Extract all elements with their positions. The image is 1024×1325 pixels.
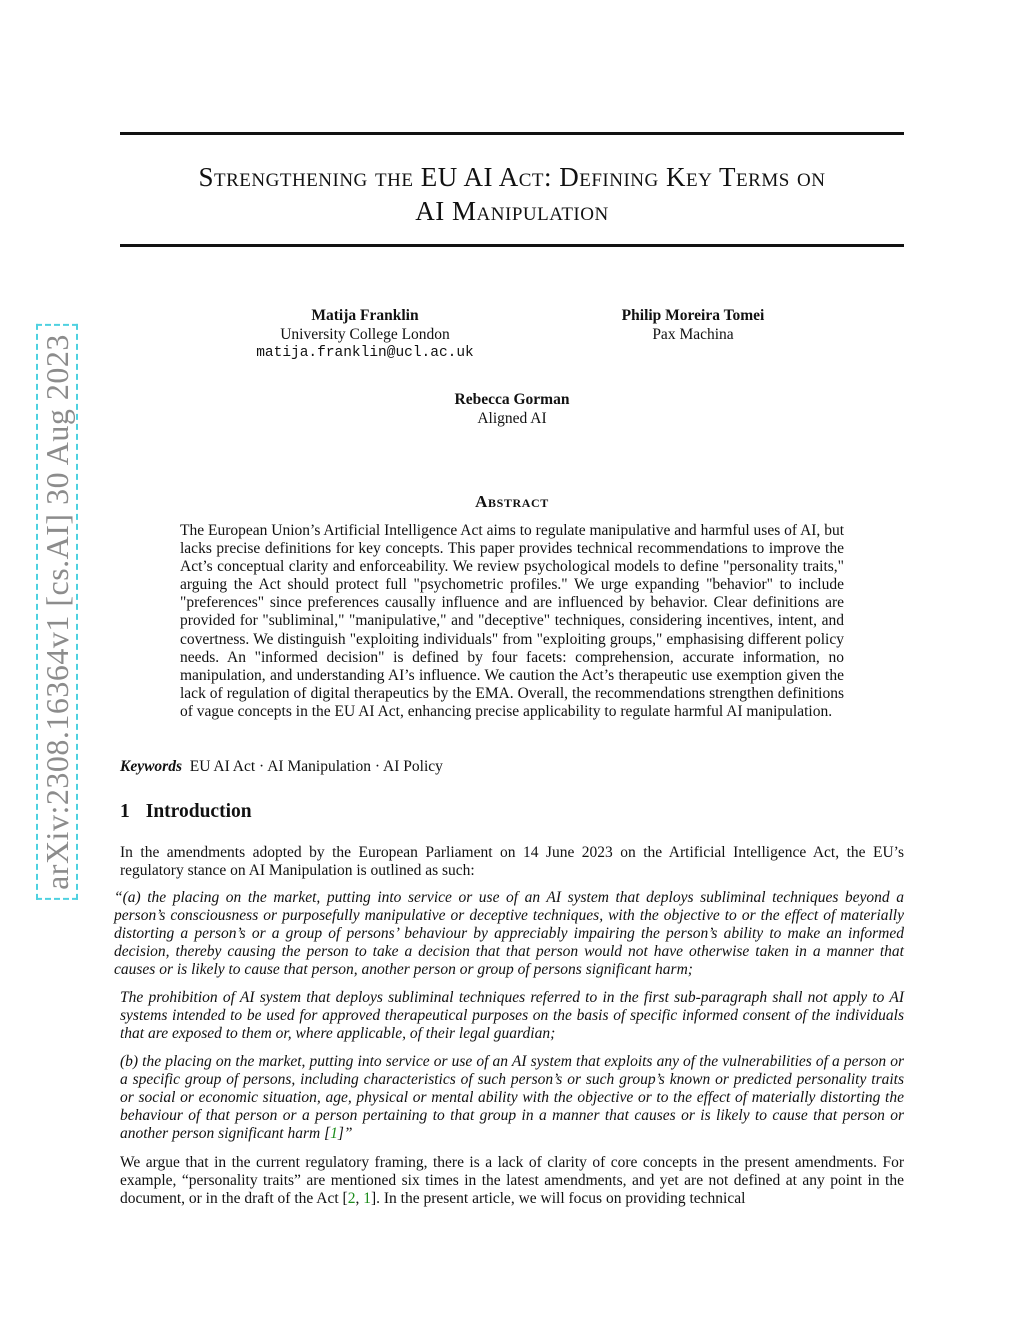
author-name: Matija Franklin	[311, 307, 419, 324]
body-paragraph	[120, 1154, 904, 1208]
arxiv-stamp: arXiv:2308.16364v1 [cs.AI] 30 Aug 2023	[36, 324, 78, 900]
section-title: Introduction	[145, 801, 252, 822]
paper-title	[120, 160, 904, 228]
bottom-rule	[120, 244, 904, 247]
author-affiliation: Aligned AI	[477, 410, 547, 427]
title-line-2: AI Manipulation	[415, 196, 609, 226]
top-rule	[120, 132, 904, 135]
author-affiliation: University College London	[280, 326, 450, 343]
citation-separator: ,	[355, 1190, 364, 1208]
keywords-label: Keywords	[120, 758, 182, 775]
citation-link[interactable]: 1	[330, 1125, 338, 1143]
citation-link[interactable]: 1	[363, 1190, 371, 1208]
keywords-text: EU AI Act · AI Manipulation · AI Policy	[189, 758, 443, 775]
section-heading	[120, 801, 252, 823]
quote-b-text: (b) the placing on the market, putting into service or use of an AI system that exploits any of the vulnerabilities of a person or a specific group of persons, including characteristics of such person’s or such group’s known or predicted personality traits or social or economic situation, age, physical or mental ability with the objective or to the effect of materially distorting the behaviour of that person or a person pertaining to that group in a manner that causes or is likely to cause that person or another person significant harm [	[120, 1053, 904, 1143]
author-email[interactable]: matija.franklin@ucl.ac.uk	[256, 345, 474, 361]
body-text-b: ]. In the present article, we will focus on providing technical	[370, 1190, 746, 1208]
author-block-1	[215, 306, 515, 363]
author-affiliation: Pax Machina	[652, 326, 734, 343]
author-name: Philip Moreira Tomei	[621, 307, 765, 324]
author-block-3	[362, 390, 662, 428]
abstract-text: The European Union’s Artificial Intelligence Act aims to regulate manipulative and harmful uses of AI, but lacks precise definitions for key concepts. This paper provides technical recommendations to improve the Act’s conceptual clarity and enforceability. We review psychological models to define "personality traits," arguing the Act should protect full "psychometric profiles." We urge expanding "behavior" to include "preferences" since preferences causally influence and are influenced by behavior. Clear definitions are provided for "subliminal," "manipulative," and "deceptive" techniques, considering incentives, intent, and covertness. We distinguish "exploiting individuals" from "exploiting groups," emphasising different policy needs. An "informed decision" is defined by four facets: comprehension, accurate information, no manipulation, and understanding AI’s influence. We caution the Act’s therapeutic use exemption given the lack of regulation of digital therapeutics by the EMA. Overall, the recommendations strengthen definitions of vague concepts in the EU AI Act, enhancing precise applicability to regulate harmful AI manipulation.	[180, 522, 844, 720]
title-line-1: Strengthening the EU AI Act: Defining Key Terms on	[198, 162, 826, 192]
quote-item-a: “(a) the placing on the market, putting into service or use of an AI system that deploys subliminal techniques beyond a person’s consciousness or purposefully manipulative or deceptive techniques, with the objective to or the effect of materially distorting a person’s or a group of persons’ behaviour by appreciably impairing the person’s ability to make an informed decision, thereby causing the person to take a decision that that person would not have otherwise taken in a manner that causes or is likely to cause that person, another person or group of persons significant harm;	[114, 889, 904, 979]
quote-b-end: ]”	[337, 1125, 353, 1143]
section-number: 1	[120, 801, 130, 822]
intro-paragraph: In the amendments adopted by the European Parliament on 14 June 2023 on the Artificial Intelligence Act, the EU’s regulatory stance on AI Manipulation is outlined as such:	[120, 844, 904, 880]
author-block-2	[563, 306, 823, 344]
quote-prohibition: The prohibition of AI system that deploys subliminal techniques referred to in the first sub-paragraph shall not apply to AI systems intended to be used for approved therapeutical purposes on the basis of specific informed consent of the individuals that are exposed to them or, where applicable, of their legal guardian;	[120, 989, 904, 1043]
body-text-a: We argue that in the current regulatory framing, there is a lack of clarity of core concepts in the present amendments. For example, “personality traits” are mentioned six times in the latest amendments, and yet are not defined at any point in the document, or in the draft of the Act [	[120, 1154, 904, 1208]
keywords-line	[120, 758, 443, 776]
quote-item-b	[120, 1053, 904, 1143]
abstract-heading: Abstract	[475, 492, 549, 511]
author-name: Rebecca Gorman	[454, 391, 570, 408]
citation-link[interactable]: 2	[347, 1190, 356, 1208]
